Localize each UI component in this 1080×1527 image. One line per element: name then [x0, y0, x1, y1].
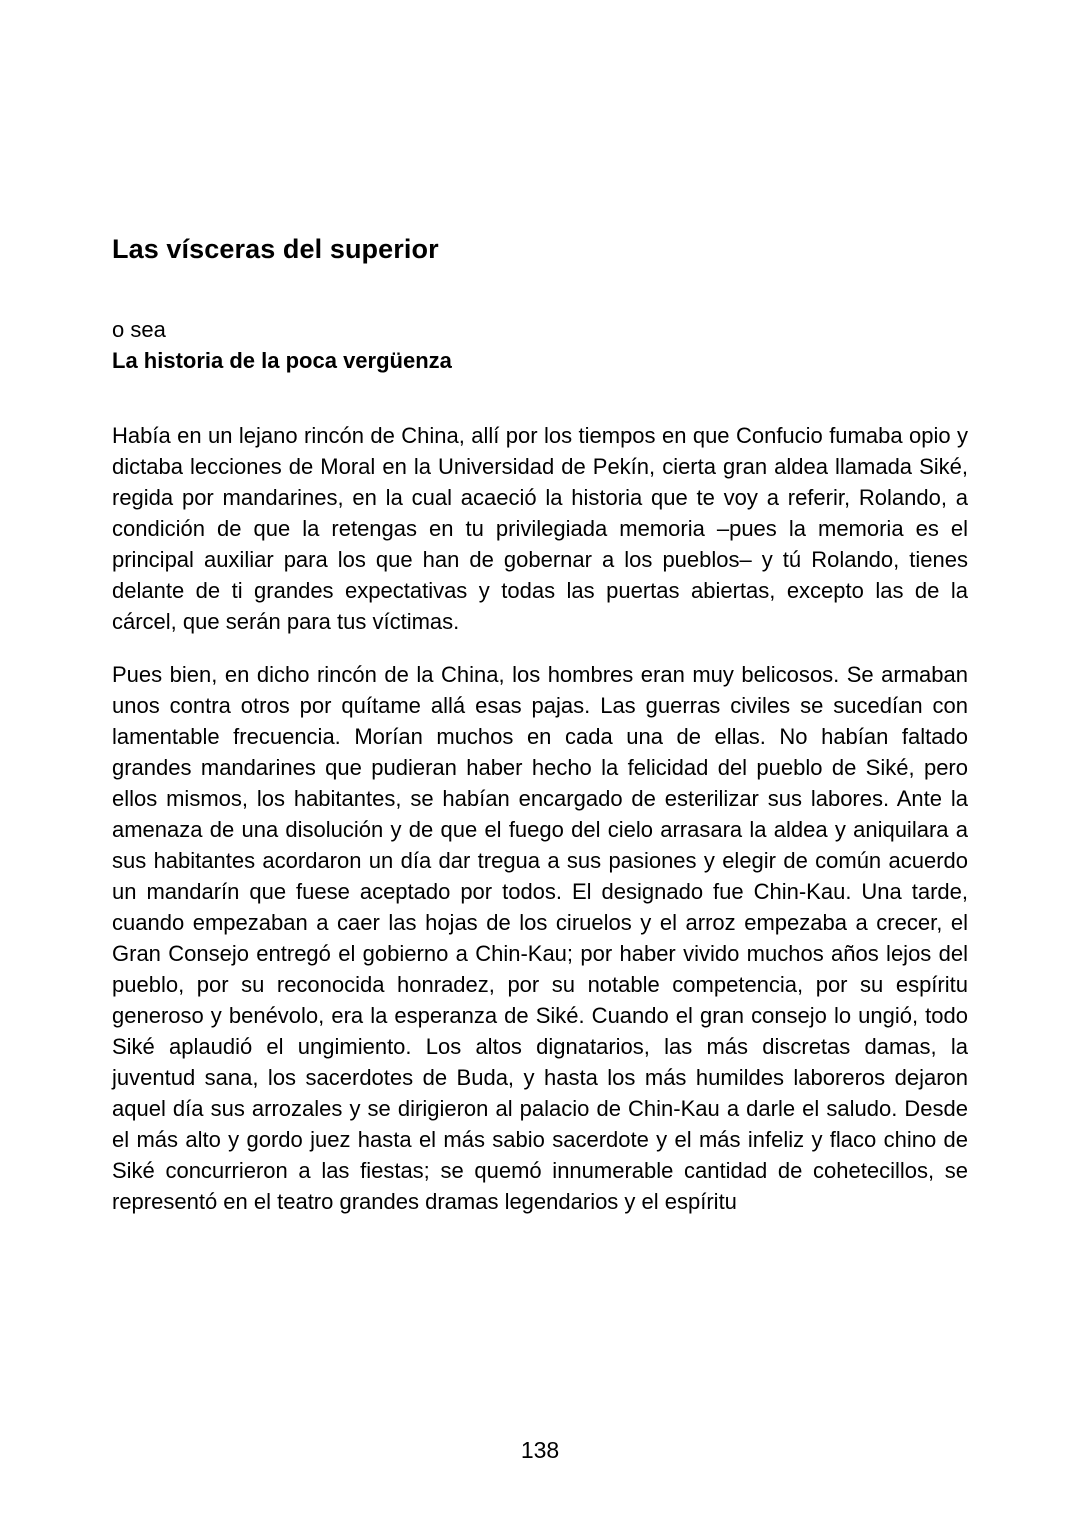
page-content	[112, 232, 968, 1217]
page-title: Las vísceras del superior	[112, 234, 439, 264]
body-paragraph: Pues bien, en dicho rincón de la China, los hombres eran muy belicosos. Se armaban unos contra otros por quítame allá esas pajas. Las guerras civiles se sucedían con lamentable frecuencia. Morían muchos en cada una de ellas. No habían faltado grandes mandarines que pudieran haber hecho la felicidad del pueblo de Siké, pero ellos mismos, los habitantes, se habían encargado de esterilizar sus labores. Ante la amenaza de una disolución y de que el fuego del cielo arrasara la aldea y aniquilara a sus habitantes acordaron un día dar tregua a sus pasiones y elegir de común acuerdo un mandarín que fuese aceptado por todos. El designado fue Chin-Kau. Una tarde, cuando empezaban a caer las hojas de los ciruelos y el arroz empezaba a crecer, el Gran Consejo entregó el gobierno a Chin-Kau; por haber vivido muchos años lejos del pueblo, por su reconocida honradez, por su notable competencia, por su espíritu generoso y benévolo, era la esperanza de Siké. Cuando el gran consejo lo ungió, todo Siké aplaudió el ungimiento. Los altos dignatarios, las más discretas damas, la juventud sana, los sacerdotes de Buda, y hasta los más humildes laboreros dejaron aquel día sus arrozales y se dirigieron al palacio de Chin-Kau a darle el saludo. Desde el más alto y gordo juez hasta el más sabio sacerdote y el más infeliz y flaco chino de Siké concurrieron a las fiestas; se quemó innumerable cantidad de cohetecillos, se representó en el teatro grandes dramas legendarios y el espíritu	[112, 662, 968, 1214]
subtitle-main: La historia de la poca vergüenza	[112, 348, 452, 373]
subtitle-block	[112, 314, 968, 376]
subtitle-lead: o sea	[112, 317, 166, 342]
page-number: 138	[520, 1437, 560, 1463]
body-paragraph: Había en un lejano rincón de China, allí por los tiempos en que Confucio fumaba opio y dictaba lecciones de Moral en la Universidad de Pekín, cierta gran aldea llamada Siké, regida por mandarines, en la cual acaeció la historia que te voy a referir, Rolando, a condición de que la retengas en tu privilegiada memoria –pues la memoria es el principal auxiliar para los que han de gobernar a los pueblos– y tú Rolando, tienes delante de ti grandes expectativas y todas las puertas abiertas, excepto las de la cárcel, que serán para tus víctimas.	[112, 423, 968, 634]
